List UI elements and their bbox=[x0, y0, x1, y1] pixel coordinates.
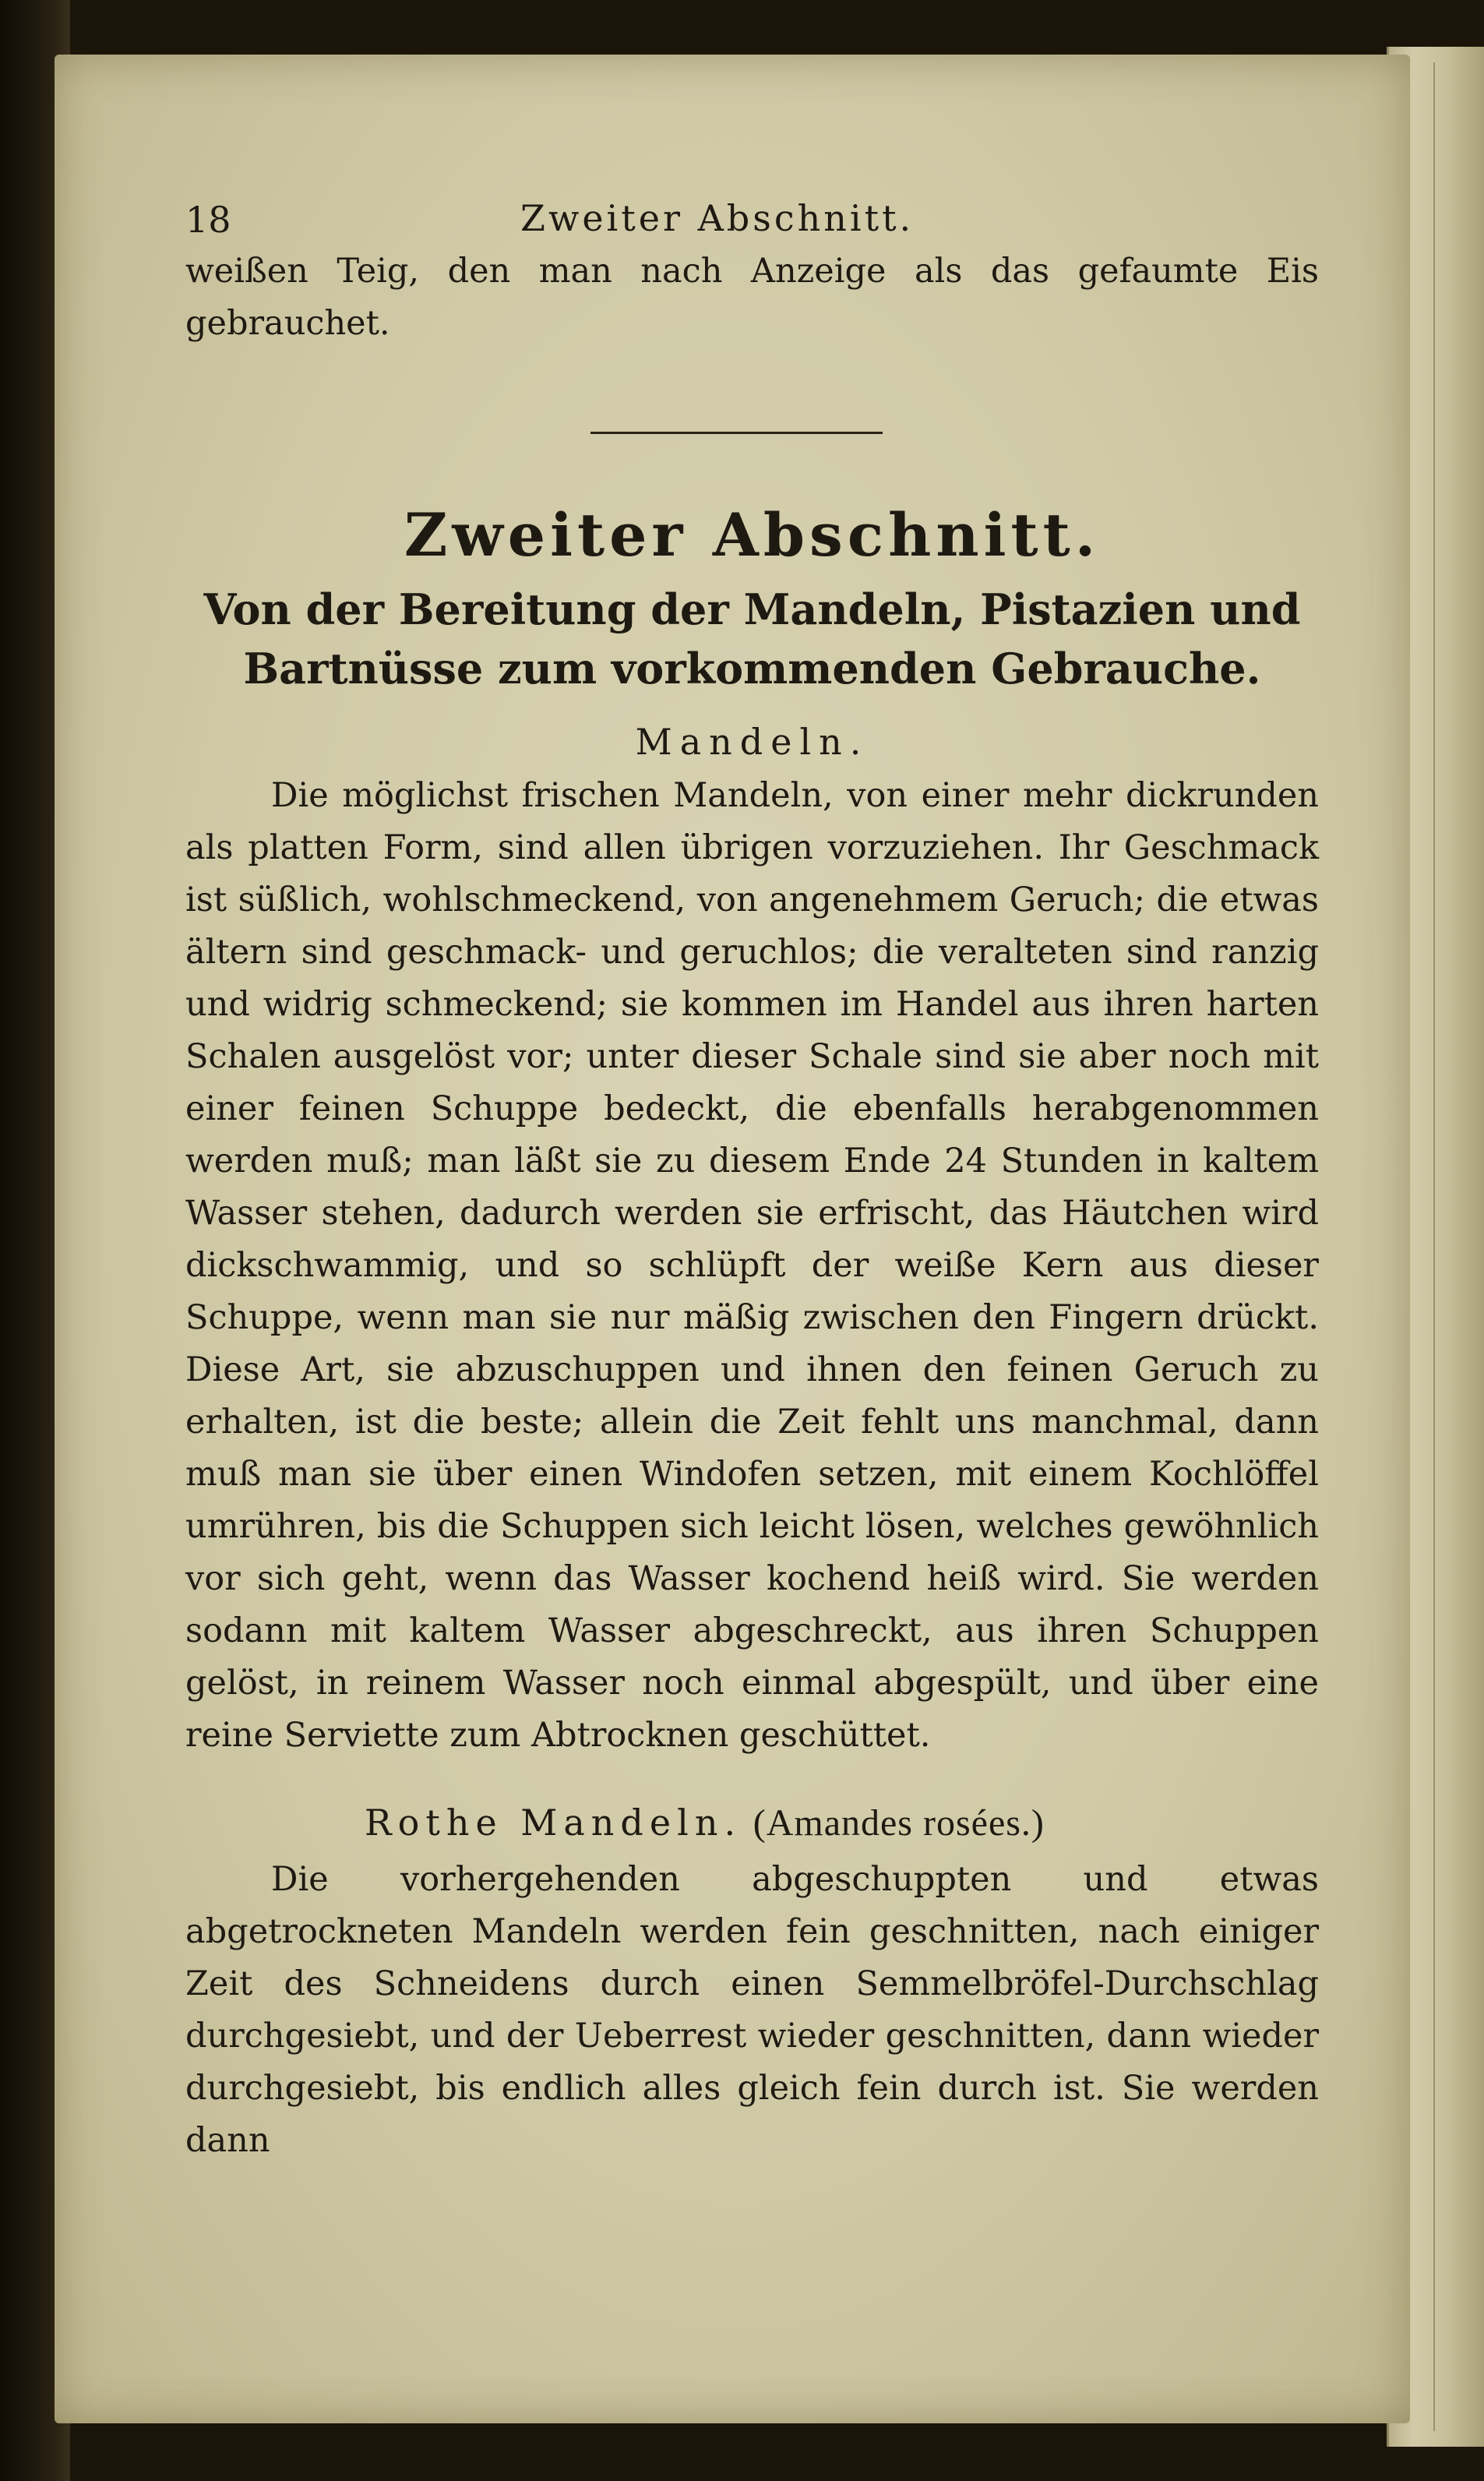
rothe-mandeln-heading-de: Rothe Mandeln. bbox=[365, 1802, 742, 1844]
running-head bbox=[185, 191, 1319, 245]
section-subtitle bbox=[185, 580, 1319, 698]
page-content bbox=[185, 191, 1319, 2167]
running-head-title: Zweiter Abschnitt. bbox=[520, 197, 915, 239]
rothe-mandeln-paragraph: Die vorhergehenden abgeschuppten und etwas abgetrockneten Mandeln werden fein geschnitten, nach einiger Zeit des Schneidens durch einen Semmelbröfel-Durchschlag durchgesiebt, und der Ueberrest wieder geschnitten, dann wieder durchgesiebt, bis endlich alles gleich fein durch ist. Sie werden dann bbox=[185, 1860, 1319, 2160]
intro-paragraph: weißen Teig, den man nach Anzeige als das gefaumte Eis gebrauchet. bbox=[185, 252, 1319, 343]
mandeln-heading: Mandeln. bbox=[635, 721, 869, 763]
rothe-mandeln-heading-fr: (Amandes rosées.) bbox=[753, 1802, 1045, 1844]
page-number: 18 bbox=[185, 199, 231, 241]
section-title: Zweiter Abschnitt. bbox=[404, 500, 1101, 570]
page-edge-line bbox=[1433, 62, 1435, 2431]
section-subtitle-line-2: Bartnüsse zum vorkommenden Gebrauche. bbox=[243, 644, 1261, 693]
rothe-mandeln-heading bbox=[185, 1791, 1319, 1854]
section-divider bbox=[590, 432, 883, 434]
mandeln-paragraph: Die möglichst frischen Mandeln, von einer mehr dickrunden als platten Form, sind allen übrigen vorzuziehen. Ihr Geschmack ist süßlich, wohlschmeckend, von angenehmem Geruch; die etwas ältern sind geschmack- und geruchlos; die veralteten sind ranzig und widrig schmeckend; sie kommen im Handel aus ihren harten Schalen ausgelöst vor; unter dieser Schale sind sie aber noch mit einer feinen Schuppe bedeckt, die ebenfalls herabgenommen werden muß; man läßt sie zu diesem Ende 24 Stunden in kaltem Wasser stehen, dadurch werden sie erfrischt, das Häutchen wird dickschwammig, und so schlüpft der weiße Kern aus dieser Schuppe, wenn man sie nur mäßig zwischen den Fingern drückt. Diese Art, sie abzuschuppen und ihnen den feinen Geruch zu erhalten, ist die beste; allein die Zeit fehlt uns manchmal, dann muß man sie über einen Windofen setzen, mit einem Kochlöffel umrühren, bis die Schuppen sich leicht lösen, welches gewöhnlich vor sich geht, wenn das Wasser kochend heiß wird. Sie werden sodann mit kaltem Wasser abgeschreckt, aus ihren Schuppen gelöst, in reinem Wasser noch einmal abgespült, und über eine reine Serviette zum Abtrocknen geschüttet. bbox=[185, 776, 1319, 1755]
section-subtitle-line-1: Von der Bereitung der Mandeln, Pistazien und bbox=[203, 584, 1301, 634]
